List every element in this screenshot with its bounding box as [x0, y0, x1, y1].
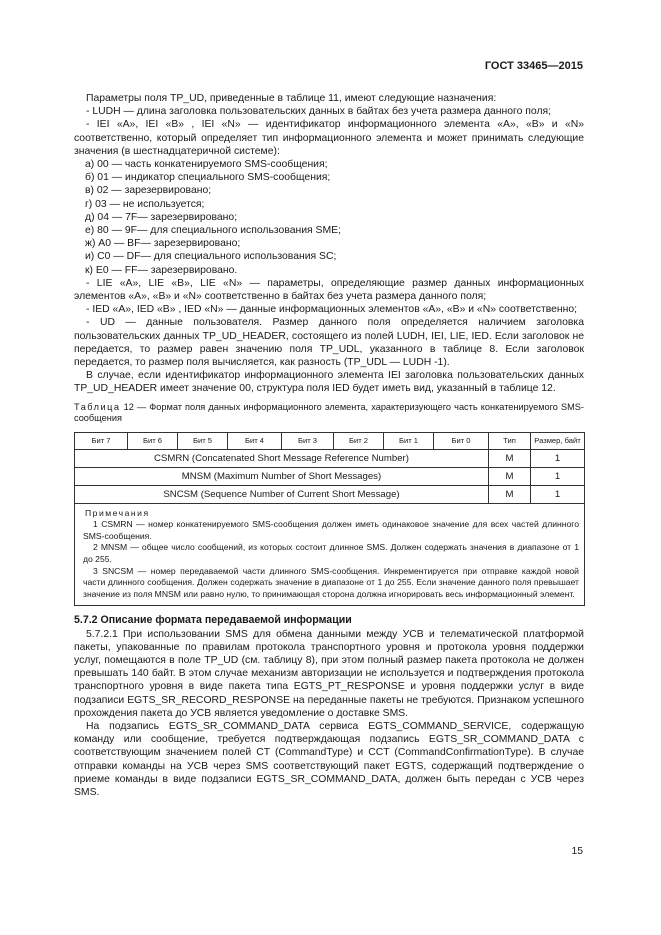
table-row [75, 467, 585, 485]
table-12 [74, 432, 585, 607]
note-item: 1 CSMRN — номер конкатенируемого SMS-сообщения должен иметь одинаковое значение для всех частей длинного SMS-сообщения. [83, 519, 579, 541]
list-item: б) 01 — индикатор специального SMS-сообщения; [85, 172, 331, 184]
iei-description: - IEI «A», IEI «B» , IEI «N» — идентификатор информационного элемента «A», «B» и «N» соответственно, который определяет тип информационного элемента и может принимать следующие значения (в шестнадцатеричной системе): [74, 119, 584, 157]
iei-case-paragraph: В случае, если идентификатор информационного элемента IEI заголовка пользовательских данных TP_UD_HEADER имеет значение 00, структура поля IED будет иметь вид, указанный в таблице 12. [74, 370, 584, 395]
table-notes-row [75, 503, 585, 606]
header-cell: Тип [489, 432, 531, 449]
list-item: ж) A0 — BF— зарезервировано; [85, 238, 241, 250]
type-cell: M [489, 467, 531, 485]
list-item: и) C0 — DF— для специального использования SC; [85, 251, 337, 263]
list-item: г) 03 — не используется; [85, 198, 205, 210]
table-12-caption [74, 402, 584, 425]
list-item: в) 02 — зарезервировано; [85, 185, 212, 197]
field-name-cell: CSMRN (Concatenated Short Message Reference Number) [75, 449, 489, 467]
field-name-cell: MNSM (Maximum Number of Short Messages) [75, 467, 489, 485]
ludh-description: - LUDH — длина заголовка пользовательских данных в байтах без учета размера данного поля; [86, 106, 552, 118]
table-caption-label: Таблица [74, 401, 121, 412]
header-cell: Бит 7 [75, 432, 128, 449]
section-heading: 5.7.2 Описание формата передаваемой информации [74, 614, 352, 627]
section-paragraph: 5.7.2.1 При использовании SMS для обмена данными между УСВ и телематической платформой пакеты, упакованные по правилам протокола транспортного уровня и протокола уровня поддержки услуг, помещаются в поле TP_UD (см. таблицу 8), при этом полный размер пакета протокола не должен превышать 140 байт. В этом случае механизм авторизации не используется и подтверждения протокола транспортного уровня в виде пакета типа EGTS_PT_RESPONSE и уровня поддержки услуг в виде подзаписи EGTS_SR_RECORD_RESPONSE на переданные пакеты не требуются. Признаком успешного прохождения пакета до УСВ является уведомление о доставке SMS. [74, 628, 584, 719]
header-cell: Бит 2 [334, 432, 384, 449]
ied-description: - IED «A», IED «B» , IED «N» — данные информационных элементов «A», «B» и «N» соответственно; [86, 304, 578, 316]
document-id-header: ГОСТ 33465—2015 [484, 60, 583, 72]
table-row [75, 485, 585, 503]
notes-title: Примечания [85, 507, 150, 518]
ud-description: - UD — данные пользователя. Размер данного поля определяется наличием заголовка пользовательских данных TP_UD_HEADER, состоящего из полей LUDH, IEI, LIE, IED. Если заголовок не передается, то размер равен значению поля TP_UDL, указанного в таблице 8. Если заголовок передается, то размер поля вычисляется, как разность (TP_UDL — LUDH -1). [74, 317, 584, 369]
table-notes [75, 503, 585, 606]
header-cell: Бит 1 [384, 432, 434, 449]
size-cell: 1 [531, 485, 585, 503]
list-item: а) 00 — часть конкатенируемого SMS-сообщения; [85, 159, 328, 171]
table-header-row [75, 432, 585, 449]
list-item: к) E0 — FF— зарезервировано. [85, 264, 238, 276]
page-number: 15 [571, 846, 583, 857]
header-cell: Бит 6 [128, 432, 178, 449]
note-item: 3 SNCSM — номер передаваемой части длинного SMS-сообщения. Инкрементируется при отправке каждой новой части длинного сообщения. Должен содержать значение в диапазоне от 1 до 255. Если значение данного поля превышает значение из поля MNSM или равно нулю, то принимающая сторона должна игнорировать весь информационный элемент. [83, 565, 579, 599]
header-cell: Бит 0 [434, 432, 489, 449]
lie-description: - LIE «A», LIE «B», LIE «N» — параметры, определяющие размер данных информационных элементов «A», «B» и «N» соответственно в байтах без учета размера данного поля; [74, 277, 584, 303]
type-cell: M [489, 449, 531, 467]
list-item: д) 04 — 7F— зарезервировано; [85, 211, 238, 223]
size-cell: 1 [531, 449, 585, 467]
header-cell: Бит 3 [282, 432, 334, 449]
intro-paragraph: Параметры поля TP_UD, приведенные в таблице 11, имеют следующие назначения: [86, 93, 497, 104]
note-item: 2 MNSM — общее число сообщений, из которых состоит длинное SMS. Должен содержать значения в диапазоне от 1 до 255. [83, 542, 579, 565]
table-row [75, 449, 585, 467]
header-cell: Размер, байт [531, 432, 585, 449]
list-item: е) 80 — 9F— для специального использования SME; [85, 225, 341, 237]
document-body [74, 92, 584, 799]
size-cell: 1 [531, 467, 585, 485]
field-name-cell: SNCSM (Sequence Number of Current Short Message) [75, 485, 489, 503]
table-caption-text: 12 — Формат поля данных информационного элемента, характеризующего часть конкатенируемого SMS-сообщения [74, 401, 584, 424]
type-cell: M [489, 485, 531, 503]
iei-values-list [74, 158, 584, 277]
header-cell: Бит 5 [178, 432, 228, 449]
header-cell: Бит 4 [228, 432, 282, 449]
section-paragraph: На подзапись EGTS_SR_COMMAND_DATA сервиса EGTS_COMMAND_SERVICE, содержащую команду или сообщение, требуется подтверждающая подзапись EGTS_SR_COMMAND_DATA с соответствующим значением полей CT (CommandType) и CCT (CommandConfirmationType). В случае отправки команды на УСВ через SMS соответствующий пакет EGTS, содержащий подтверждение о приеме команды в виде подзаписи EGTS_SR_COMMAND_DATA, должен быть передан с УСВ через SMS. [74, 721, 584, 799]
